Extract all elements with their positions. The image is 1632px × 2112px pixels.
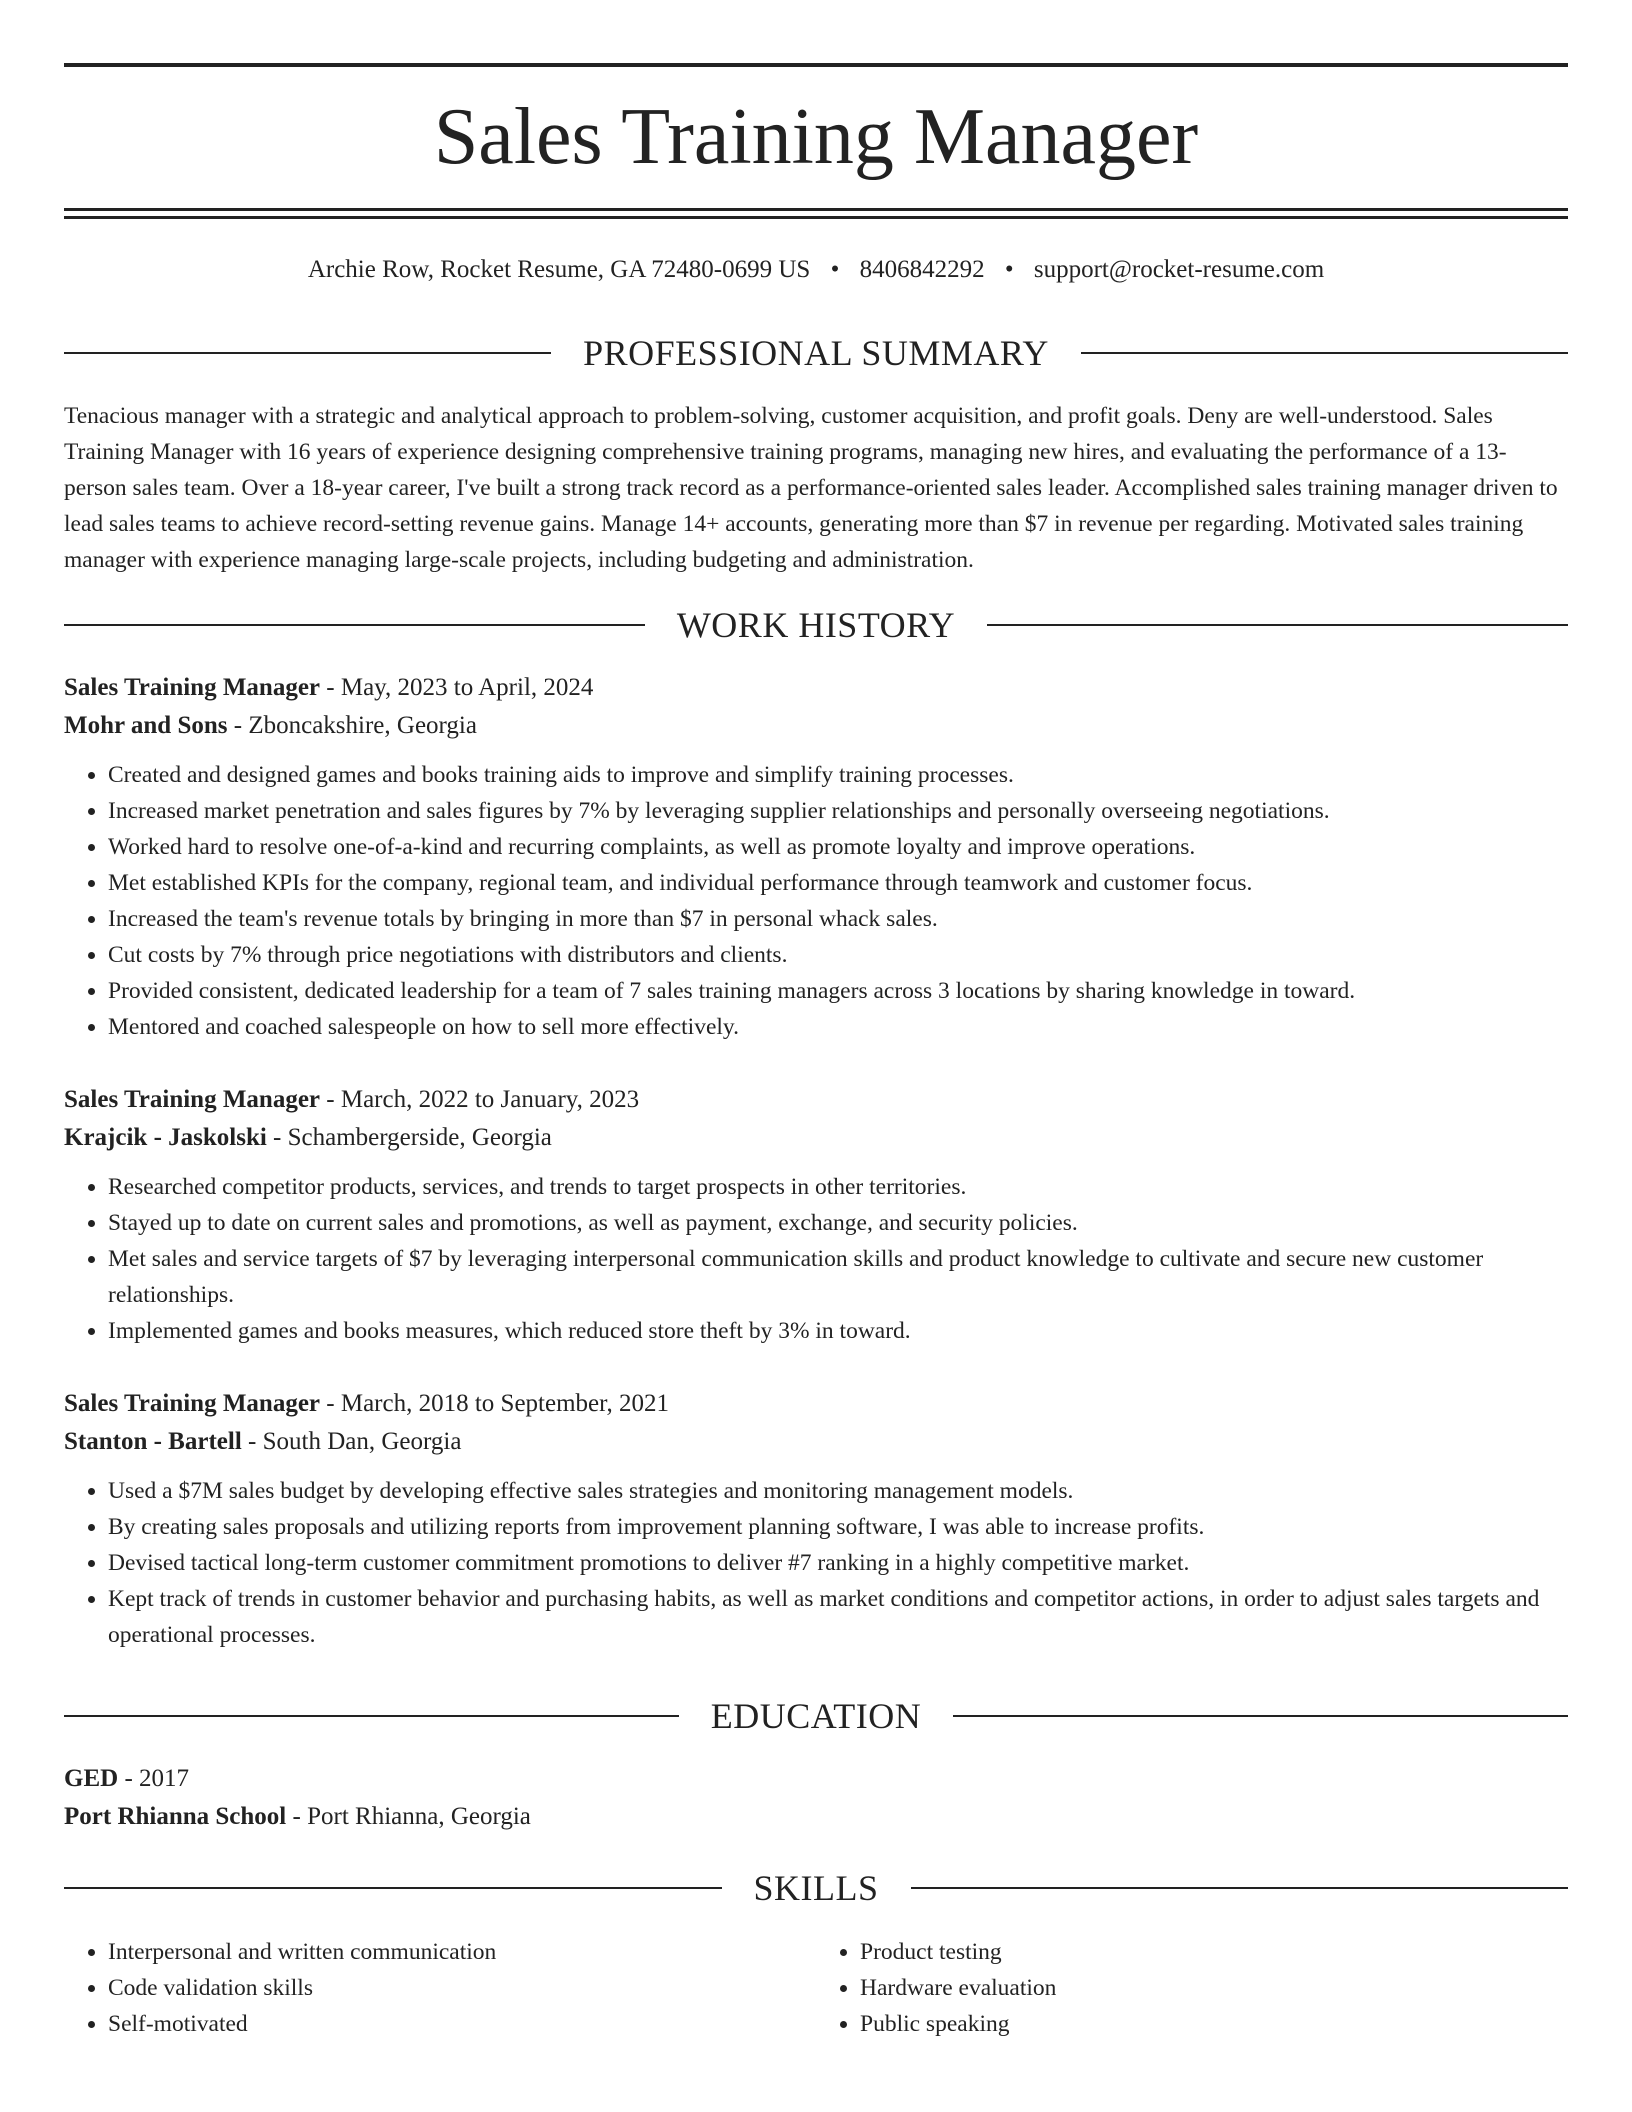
heading-rule [64,352,551,354]
heading-rule [64,1887,722,1889]
list-item: • Mentored and coached salespeople on how to sell more effectively. [108,1009,1568,1045]
list-item: • Stayed up to date on current sales and promotions, as well as payment, exchange, and security policies. [108,1205,1568,1241]
list-item: • Public speaking [860,2006,1568,2042]
list-item: • Increased the team's revenue totals by bringing in more than $7 in personal whack sales. [108,901,1568,937]
education-year: - 2017 [118,1765,190,1792]
section-title: PROFESSIONAL SUMMARY [583,333,1049,373]
page-title: Sales Training Manager [433,93,1199,181]
job-title-line [64,1081,1568,1119]
list-item: • Used a $7M sales budget by developing effective sales strategies and monitoring management models. [108,1473,1568,1509]
job-company-line [64,707,1568,745]
job-entry [64,669,1568,1045]
list-item: • Created and designed games and books training aids to improve and simplify training processes. [108,757,1568,793]
job-title: Sales Training Manager [64,674,321,701]
list-item: • By creating sales proposals and utilizing reports from improvement planning software, I was able to increase profits. [108,1509,1568,1545]
list-item: • Met established KPIs for the company, regional team, and individual performance through teamwork and customer focus. [108,865,1568,901]
education-entry [64,1760,1568,1836]
job-company-line [64,1119,1568,1157]
list-item: • Product testing [860,1934,1568,1970]
contact-email: support@rocket-resume.com [1033,256,1325,283]
list-item: • Kept track of trends in customer behavior and purchasing habits, as well as market conditions and competitor actions, in order to adjust sales targets and operational processes. [108,1581,1568,1653]
job-location: - Schambergerside, Georgia [266,1124,552,1151]
job-entry [64,1081,1568,1349]
job-bullets [64,1169,1568,1349]
contact-line [64,254,1568,286]
heading-rule [64,1715,679,1717]
list-item: • Devised tactical long-term customer commitment promotions to deliver #7 ranking in a highly competitive market. [108,1545,1568,1581]
heading-rule [987,624,1568,626]
job-dates: - March, 2022 to January, 2023 [320,1086,640,1113]
top-rule [64,63,1568,67]
job-bullets [64,1473,1568,1653]
heading-rule [64,624,645,626]
job-company-line [64,1423,1568,1461]
list-item: • Hardware evaluation [860,1970,1568,2006]
skills-column-left [64,1934,816,2042]
list-item: • Met sales and service targets of $7 by leveraging interpersonal communication skills and product knowledge to cultivate and secure new customer relationships. [108,1241,1568,1313]
job-bullets [64,757,1568,1045]
job-title: Sales Training Manager [64,1086,321,1113]
double-rule [64,208,1568,219]
list-item: • Researched competitor products, services, and trends to target prospects in other territories. [108,1169,1568,1205]
list-item: • Interpersonal and written communication [108,1934,816,1970]
job-title-line [64,669,1568,707]
job-location: - Zboncakshire, Georgia [227,712,477,739]
contact-separator: • [1004,256,1014,283]
education-location: - Port Rhianna, Georgia [286,1803,531,1830]
job-title-line [64,1385,1568,1423]
list-item: • Implemented games and books measures, which reduced store theft by 3% in toward. [108,1313,1568,1349]
job-entry [64,1385,1568,1653]
section-title: WORK HISTORY [676,605,956,645]
skills-column-right [816,1934,1568,2042]
education-school: Port Rhianna School [64,1803,287,1830]
job-company: Krajcik - Jaskolski [64,1124,267,1151]
job-company: Mohr and Sons [64,712,228,739]
job-company: Stanton - Bartell [64,1428,242,1455]
education-degree: GED [64,1765,119,1792]
education-degree-line [64,1760,1568,1798]
heading-rule [911,1887,1569,1889]
list-item: • Increased market penetration and sales figures by 7% by leveraging supplier relationships and personally overseeing negotiations. [108,793,1568,829]
contact-address: Archie Row, Rocket Resume, GA 72480-0699 US [307,256,811,283]
list-item: • Cut costs by 7% through price negotiations with distributors and clients. [108,937,1568,973]
education-school-line [64,1798,1568,1836]
heading-rule [1081,352,1568,354]
section-title: EDUCATION [710,1696,922,1736]
job-dates: - March, 2018 to September, 2021 [320,1390,669,1417]
section-heading-work [64,603,1568,647]
job-title: Sales Training Manager [64,1390,321,1417]
section-heading-education [64,1694,1568,1738]
list-item: • Worked hard to resolve one-of-a-kind and recurring complaints, as well as promote loyalty and improve operations. [108,829,1568,865]
list-item: • Code validation skills [108,1970,816,2006]
job-location: - South Dan, Georgia [241,1428,462,1455]
section-title: SKILLS [753,1868,879,1908]
summary-text: Tenacious manager with a strategic and analytical approach to problem-solving, customer acquisition, and profit goals. Deny are well-understood. Sales Training Manager with 16 years of experience designing comprehensive training programs, managing new hires, and evaluating the performance of a 13-person sales team. Over a 18-year career, I've built a strong track record as a performance-oriented sales leader. Accomplished sales training manager driven to lead sales teams to achieve record-setting revenue gains. Manage 14+ accounts, generating more than $7 in revenue per regarding. Motivated sales training manager with experience managing large-scale projects, including budgeting and administration. [64,403,1558,573]
contact-separator: • [830,256,840,283]
section-heading-summary [64,331,1568,375]
list-item: • Self-motivated [108,2006,816,2042]
skills-list [64,1934,1568,2042]
section-heading-skills [64,1866,1568,1910]
heading-rule [953,1715,1568,1717]
job-dates: - May, 2023 to April, 2024 [320,674,594,701]
contact-phone: 8406842292 [859,256,985,283]
list-item: • Provided consistent, dedicated leadership for a team of 7 sales training managers across 3 locations by sharing knowledge in toward. [108,973,1568,1009]
